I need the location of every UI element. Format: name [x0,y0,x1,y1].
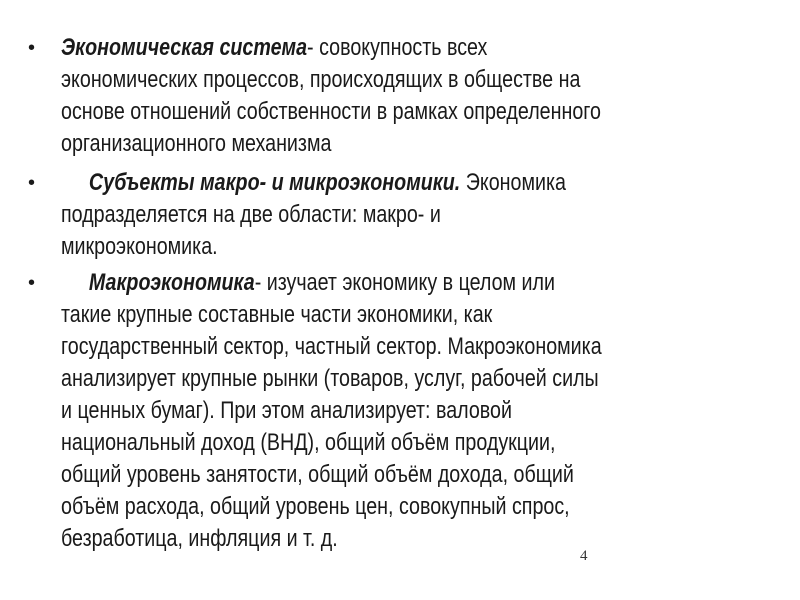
text-line: национальный доход (ВНД), общий объём продукции, [61,429,556,456]
bullet-icon: • [28,172,36,194]
text-line: организационного механизма [61,130,332,157]
bullet-icon: • [28,272,36,294]
bold-term: Субъекты макро- и микроэкономики. [88,169,461,196]
text-line: микроэкономика. [61,233,218,260]
text-line: Субъекты макро- и микроэкономики. Экономика [88,169,566,196]
text-line: безработица, инфляция и т. д. [61,525,338,552]
text-line: Макроэкономика- изучает экономику в целом или [88,269,556,296]
text-line: общий уровень занятости, общий объём дохода, общий [61,461,574,488]
text-line: Экономическая система- совокупность всех [61,34,488,61]
page-number: 4 [580,548,588,564]
text-line: анализирует крупные рынки (товаров, услуг, рабочей силы [61,365,599,392]
text-line: объём расхода, общий уровень цен, совокупный спрос, [61,493,570,520]
text-line: подразделяется на две области: макро- и [61,201,441,228]
bold-term: Экономическая система [61,34,308,61]
bold-term: Макроэкономика [88,269,255,296]
text-line: такие крупные составные части экономики, как [61,301,493,328]
text-line: и ценных бумаг). При этом анализирует: валовой [61,397,512,424]
text-line: основе отношений собственности в рамках определенного [61,98,602,125]
text-line: государственный сектор, частный сектор. Макроэкономика [61,333,602,360]
text-line: экономических процессов, происходящих в обществе на [61,66,581,93]
bullet-icon: • [28,37,36,59]
